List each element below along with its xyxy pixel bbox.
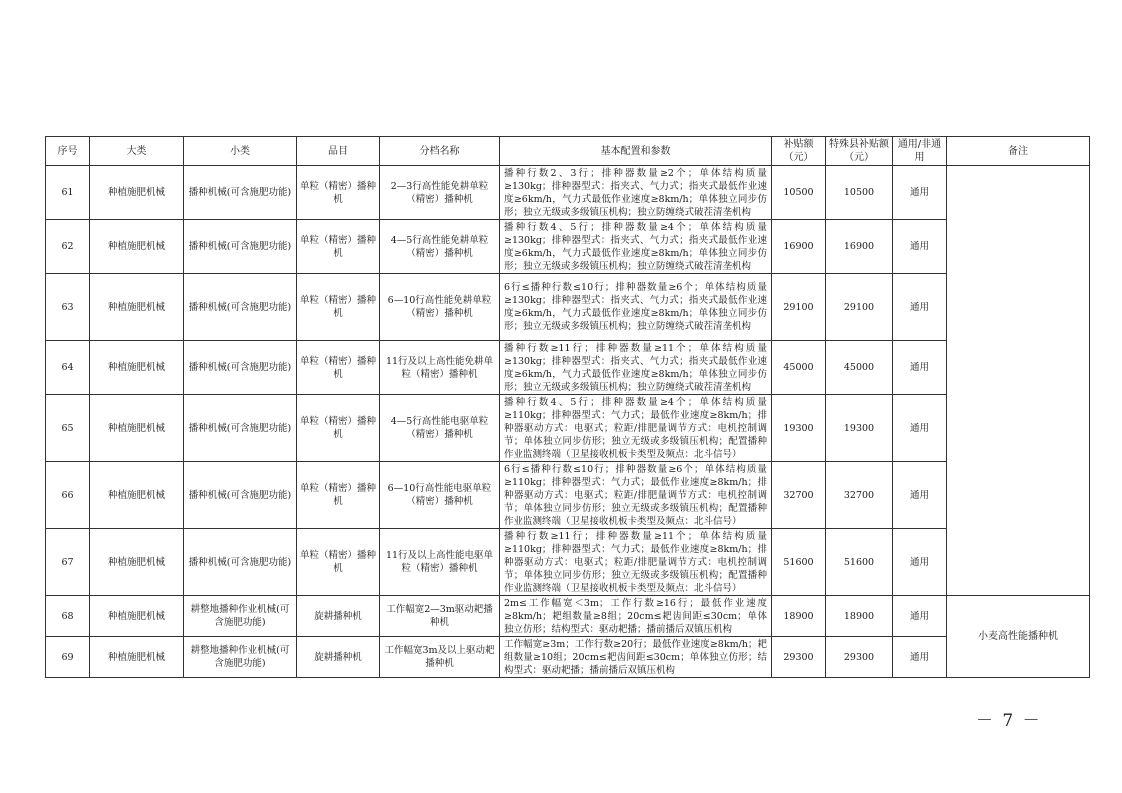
cell-subcategory: 播种机械(可含施肥功能) <box>184 220 297 274</box>
cell-general: 通用 <box>893 529 947 596</box>
cell-subcategory: 耕整地播种作业机械(可含施肥功能) <box>184 637 297 678</box>
cell-general: 通用 <box>893 274 947 341</box>
cell-grade: 2—3行高性能免耕单粒（精密）播种机 <box>380 166 500 220</box>
cell-subcategory: 播种机械(可含施肥功能) <box>184 462 297 529</box>
cell-config: 播种行数2、3行；排种器数量≥2个；单体结构质量≥130kg；排种器型式：指夹式、气力式；指夹式最低作业速度≥6km/h，气力式最低作业速度≥8km/h；单体独立同步仿形；独立无级或多级镇压机构；独立防缠绕式破茬清垄机构 <box>500 166 772 220</box>
cell-special-subsidy: 19300 <box>826 395 893 462</box>
table-row <box>46 596 1090 637</box>
header-subsidy: 补贴额（元） <box>772 137 826 166</box>
cell-config: 播种行数4、5行；排种器数量≥4个；单体结构质量≥110kg；排种器型式：气力式；最低作业速度≥8km/h；排种器驱动方式：电驱式；粒距/排肥量调节方式：电机控制调节；单体独立同步仿形；独立无级或多级镇压机构；配置播种作业监测终端（卫星接收机板卡类型及频点：北斗信号） <box>500 395 772 462</box>
cell-config: 2m≤工作幅宽＜3m；工作行数≥16行；最低作业速度≥8km/h；耙组数量≥8组；20cm≤耙齿间距≤30cm；单体独立仿形；结构型式：驱动耙播；播前播后双镇压机构 <box>500 596 772 637</box>
cell-remark <box>947 166 1090 596</box>
cell-category: 种植施肥机械 <box>90 596 184 637</box>
cell-config: 6行≤播种行数≤10行；排种器数量≥6个；单体结构质量≥130kg；排种器型式：指夹式、气力式；指夹式最低作业速度≥6km/h，气力式最低作业速度≥8km/h；单体独立同步仿形；独立无级或多级镇压机构；独立防缠绕式破茬清垄机构 <box>500 274 772 341</box>
header-remark: 备注 <box>947 137 1090 166</box>
table-row <box>46 462 1090 529</box>
subsidy-table <box>45 136 1090 678</box>
table-row <box>46 166 1090 220</box>
cell-special-subsidy: 29100 <box>826 274 893 341</box>
cell-grade: 4—5行高性能免耕单粒（精密）播种机 <box>380 220 500 274</box>
cell-special-subsidy: 45000 <box>826 341 893 395</box>
cell-general: 通用 <box>893 341 947 395</box>
table-row <box>46 220 1090 274</box>
cell-subsidy: 32700 <box>772 462 826 529</box>
cell-general: 通用 <box>893 462 947 529</box>
cell-category: 种植施肥机械 <box>90 274 184 341</box>
cell-category: 种植施肥机械 <box>90 220 184 274</box>
cell-item: 单粒（精密）播种机 <box>297 274 380 341</box>
cell-subsidy: 45000 <box>772 341 826 395</box>
cell-no: 64 <box>46 341 90 395</box>
header-category: 大类 <box>90 137 184 166</box>
cell-subcategory: 播种机械(可含施肥功能) <box>184 166 297 220</box>
cell-subsidy: 18900 <box>772 596 826 637</box>
cell-special-subsidy: 29300 <box>826 637 893 678</box>
cell-item: 旋耕播种机 <box>297 596 380 637</box>
cell-item: 单粒（精密）播种机 <box>297 166 380 220</box>
header-general: 通用/非通用 <box>893 137 947 166</box>
cell-category: 种植施肥机械 <box>90 462 184 529</box>
cell-special-subsidy: 18900 <box>826 596 893 637</box>
cell-grade: 4—5行高性能电驱单粒（精密）播种机 <box>380 395 500 462</box>
cell-config: 工作幅宽≥3m；工作行数≥20行；最低作业速度≥8km/h；耙组数量≥10组；20cm≤耙齿间距≤30cm；单体独立仿形；结构型式：驱动耙播；播前播后双镇压机构 <box>500 637 772 678</box>
cell-category: 种植施肥机械 <box>90 395 184 462</box>
cell-special-subsidy: 16900 <box>826 220 893 274</box>
cell-category: 种植施肥机械 <box>90 341 184 395</box>
header-grade: 分档名称 <box>380 137 500 166</box>
cell-category: 种植施肥机械 <box>90 637 184 678</box>
cell-grade: 11行及以上高性能免耕单粒（精密）播种机 <box>380 341 500 395</box>
cell-config: 6行≤播种行数≤10行；排种器数量≥6个；单体结构质量≥110kg；排种器型式：气力式；最低作业速度≥8km/h；排种器驱动方式：电驱式；粒距/排肥量调节方式：电机控制调节；单体独立同步仿形；独立无级或多级镇压机构；配置播种作业监测终端（卫星接收机板卡类型及频点：北斗信号） <box>500 462 772 529</box>
cell-general: 通用 <box>893 395 947 462</box>
cell-config: 播种行数4、5行；排种器数量≥4个；单体结构质量≥130kg；排种器型式：指夹式、气力式；指夹式最低作业速度≥6km/h，气力式最低作业速度≥8km/h；单体独立同步仿形；独立无级或多级镇压机构；独立防缠绕式破茬清垄机构 <box>500 220 772 274</box>
cell-subsidy: 10500 <box>772 166 826 220</box>
cell-general: 通用 <box>893 596 947 637</box>
cell-general: 通用 <box>893 166 947 220</box>
cell-item: 旋耕播种机 <box>297 637 380 678</box>
cell-grade: 工作幅宽2—3m驱动耙播种机 <box>380 596 500 637</box>
cell-subcategory: 播种机械(可含施肥功能) <box>184 529 297 596</box>
cell-no: 69 <box>46 637 90 678</box>
table-row <box>46 529 1090 596</box>
cell-no: 68 <box>46 596 90 637</box>
cell-subsidy: 29100 <box>772 274 826 341</box>
cell-subcategory: 耕整地播种作业机械(可含施肥功能) <box>184 596 297 637</box>
page-number: － 7 － <box>976 711 1042 731</box>
cell-subsidy: 51600 <box>772 529 826 596</box>
cell-category: 种植施肥机械 <box>90 166 184 220</box>
cell-item: 单粒（精密）播种机 <box>297 529 380 596</box>
cell-subcategory: 播种机械(可含施肥功能) <box>184 395 297 462</box>
header-item: 品目 <box>297 137 380 166</box>
cell-no: 65 <box>46 395 90 462</box>
cell-grade: 工作幅宽3m及以上驱动耙播种机 <box>380 637 500 678</box>
table-row <box>46 274 1090 341</box>
header-special-subsidy: 特殊县补贴额（元） <box>826 137 893 166</box>
cell-config: 播种行数≥11行；排种器数量≥11个；单体结构质量≥110kg；排种器型式：气力式；最低作业速度≥8km/h；排种器驱动方式：电驱式；粒距/排肥量调节方式：电机控制调节；单体独立同步仿形；独立无级或多级镇压机构；配置播种作业监测终端（卫星接收机板卡类型及频点：北斗信号） <box>500 529 772 596</box>
cell-grade: 11行及以上高性能电驱单粒（精密）播种机 <box>380 529 500 596</box>
cell-general: 通用 <box>893 220 947 274</box>
cell-special-subsidy: 32700 <box>826 462 893 529</box>
cell-no: 66 <box>46 462 90 529</box>
cell-no: 67 <box>46 529 90 596</box>
cell-general: 通用 <box>893 637 947 678</box>
cell-item: 单粒（精密）播种机 <box>297 395 380 462</box>
cell-item: 单粒（精密）播种机 <box>297 341 380 395</box>
cell-subcategory: 播种机械(可含施肥功能) <box>184 274 297 341</box>
header-subcategory: 小类 <box>184 137 297 166</box>
cell-subsidy: 16900 <box>772 220 826 274</box>
header-config: 基本配置和参数 <box>500 137 772 166</box>
header-no: 序号 <box>46 137 90 166</box>
cell-subsidy: 19300 <box>772 395 826 462</box>
cell-grade: 6—10行高性能免耕单粒（精密）播种机 <box>380 274 500 341</box>
cell-remark-wheat: 小麦高性能播种机 <box>947 596 1090 678</box>
cell-special-subsidy: 10500 <box>826 166 893 220</box>
cell-category: 种植施肥机械 <box>90 529 184 596</box>
table-row <box>46 341 1090 395</box>
cell-item: 单粒（精密）播种机 <box>297 220 380 274</box>
cell-special-subsidy: 51600 <box>826 529 893 596</box>
cell-grade: 6—10行高性能电驱单粒（精密）播种机 <box>380 462 500 529</box>
cell-subcategory: 播种机械(可含施肥功能) <box>184 341 297 395</box>
cell-item: 单粒（精密）播种机 <box>297 462 380 529</box>
cell-config: 播种行数≥11行；排种器数量≥11个；单体结构质量≥130kg；排种器型式：指夹式、气力式；指夹式最低作业速度≥6km/h，气力式最低作业速度≥8km/h；单体独立同步仿形；独立无级或多级镇压机构；独立防缠绕式破茬清垄机构 <box>500 341 772 395</box>
cell-no: 61 <box>46 166 90 220</box>
table-row <box>46 395 1090 462</box>
table-header-row <box>46 137 1090 166</box>
cell-subsidy: 29300 <box>772 637 826 678</box>
cell-no: 63 <box>46 274 90 341</box>
cell-no: 62 <box>46 220 90 274</box>
table-row <box>46 637 1090 678</box>
